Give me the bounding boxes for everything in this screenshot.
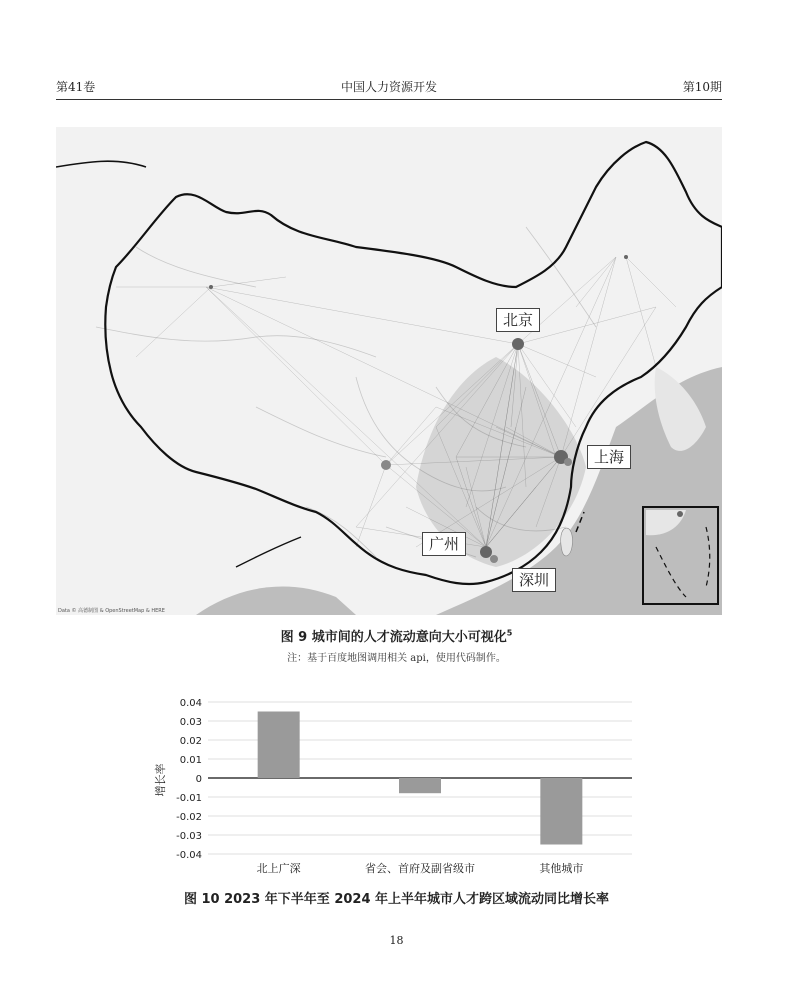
y-tick-label: -0.02 xyxy=(176,812,202,823)
figure9-caption xyxy=(0,626,793,645)
header-rule xyxy=(56,99,722,100)
volume-label: 第41卷 xyxy=(56,80,96,94)
figure9-note: 注：基于百度地图调用相关 api，使用代码制作。 xyxy=(287,653,506,664)
category-label: 北上广深 xyxy=(256,862,301,875)
map-attribution: Data © 高德制图 & OpenStreetMap & HERE xyxy=(58,608,165,614)
journal-title: 中国人力资源开发 xyxy=(340,80,437,94)
bar-2 xyxy=(540,778,582,845)
flow-map xyxy=(56,127,722,615)
y-tick-label: -0.03 xyxy=(176,831,202,842)
bar-0 xyxy=(258,712,300,779)
y-axis-label: 增长率 xyxy=(154,763,167,797)
y-tick-label: 0.01 xyxy=(179,755,202,766)
label-beijing: 北京 xyxy=(496,308,540,332)
figure9-caption-text: 图 9 城市间的人才流动意向大小可视化 xyxy=(280,630,507,645)
bar-chart xyxy=(150,690,640,880)
label-shenzhen: 深圳 xyxy=(512,568,556,592)
category-label: 其他城市 xyxy=(539,862,584,875)
guangzhou-hub xyxy=(480,546,492,558)
y-tick-label: 0.04 xyxy=(179,698,202,709)
issue-label: 第10期 xyxy=(682,80,722,94)
page-header xyxy=(56,78,722,96)
figure10-caption: 图 10 2023 年下半年至 2024 年上半年城市人才跨区域流动同比增长率 xyxy=(183,892,610,907)
label-shanghai: 上海 xyxy=(587,445,631,469)
label-guangzhou: 广州 xyxy=(422,532,466,556)
y-tick-label: -0.04 xyxy=(176,850,202,861)
page-number: 18 xyxy=(389,934,404,947)
bar-chart-svg xyxy=(150,690,640,880)
category-label: 省会、首府及副省级市 xyxy=(365,862,475,875)
y-tick-label: 0 xyxy=(195,774,202,785)
taiwan xyxy=(561,528,573,556)
shenzhen-hub xyxy=(490,555,498,563)
figure9-caption-ref: 5 xyxy=(506,628,513,638)
y-tick-label: 0.03 xyxy=(179,717,202,728)
map-svg xyxy=(56,127,722,615)
y-tick-label: 0.02 xyxy=(179,736,202,747)
bar-1 xyxy=(399,778,441,793)
beijing-hub xyxy=(512,338,524,350)
y-tick-label: -0.01 xyxy=(176,793,202,804)
chengdu-hub xyxy=(381,460,391,470)
